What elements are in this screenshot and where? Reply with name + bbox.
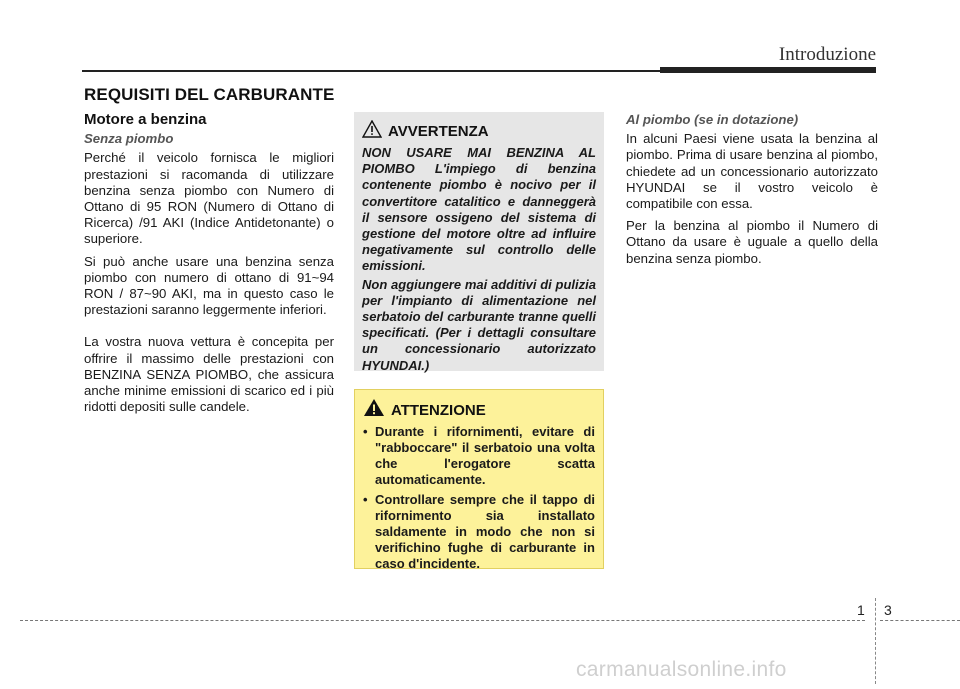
section-title: REQUISITI DEL CARBURANTE (84, 85, 335, 104)
warning-paragraph-2: Non aggiungere mai additivi di pulizia per l'impianto di alimentazione nel serbatoio del carburante tranne quelli specificati. (Per i dettagli consultare un concessionario autorizzato HYUNDAI.) (362, 276, 596, 373)
left-paragraph-3: La vostra nuova vettura è concepita per offrire il massimo delle prestazioni con BENZINA SENZA PIOMBO, che assicura anche minime emissioni di scarico ed i più ridotti depositi sulle candele. (84, 334, 334, 415)
footer-dash-line-right (880, 620, 960, 621)
page-divider (875, 598, 877, 684)
right-column (626, 112, 878, 273)
spacer (84, 324, 334, 334)
warning-paragraph-1: NON USARE MAI BENZINA AL PIOMBO L'impiego di benzina contenente piombo è nocivo per il convertitore catalitico e danneggerà il sensore ossigeno del sistema di gestione del motore oltre ad influire negativamente sul controllo delle emissioni. (362, 145, 596, 274)
caution-item-2: • Controllare sempre che il tappo di rifornimento sia installato saldamente in modo che non si verifichino fughe di carburante in caso d'incidente. (363, 492, 595, 572)
header-rule-thick (660, 67, 876, 73)
caution-list (363, 424, 595, 572)
leaded-subheading: Al piombo (se in dotazione) (626, 112, 799, 127)
header-title: Introduzione (778, 44, 876, 65)
right-paragraph-2: Per la benzina al piombo il Numero di Ottano da usare è uguale a quello della benzina senza piombo. (626, 218, 878, 266)
caution-item-1: • Durante i rifornimenti, evitare di "rabboccare" il serbatoio una volta che l'erogatore scatta automaticamente. (363, 424, 595, 488)
warning-box (354, 112, 604, 371)
unleaded-subheading: Senza piombo (84, 131, 174, 147)
left-column (84, 112, 334, 421)
page-chapter-number: 1 (857, 602, 865, 618)
watermark-text: carmanualsonline.info (576, 658, 787, 681)
header-rule (82, 70, 660, 72)
warning-title: AVVERTENZA (388, 123, 489, 140)
warning-header (362, 120, 596, 143)
caution-header (363, 398, 595, 422)
caution-title: ATTENZIONE (391, 401, 486, 419)
right-paragraph-1: In alcuni Paesi viene usata la benzina al piombo. Prima di usare benzina al piombo, chiedete ad un concessionario autorizzato HYUNDAI se il vostro veicolo è compatibile con essa. (626, 131, 878, 212)
left-paragraph-2: Si può anche usare una benzina senza piombo con numero di ottano di 91~94 RON / 87~90 AKI, ma in questo caso le prestazioni saranno leggermente inferiori. (84, 253, 334, 318)
warning-triangle-icon (362, 120, 382, 143)
left-paragraph-1: Perché il veicolo fornisca le migliori prestazioni si racomanda di utilizzare benzina senza piombo con Numero di Ottano di 95 RON (Numero di Ottano di Ricerca) /91 AKI (Indice Antidetonante) o superiore. (84, 150, 334, 247)
footer-dash-line (20, 620, 865, 621)
engine-heading: Motore a benzina (84, 111, 207, 128)
page-number: 3 (884, 602, 892, 618)
caution-box (354, 389, 604, 569)
caution-triangle-icon (363, 398, 385, 422)
